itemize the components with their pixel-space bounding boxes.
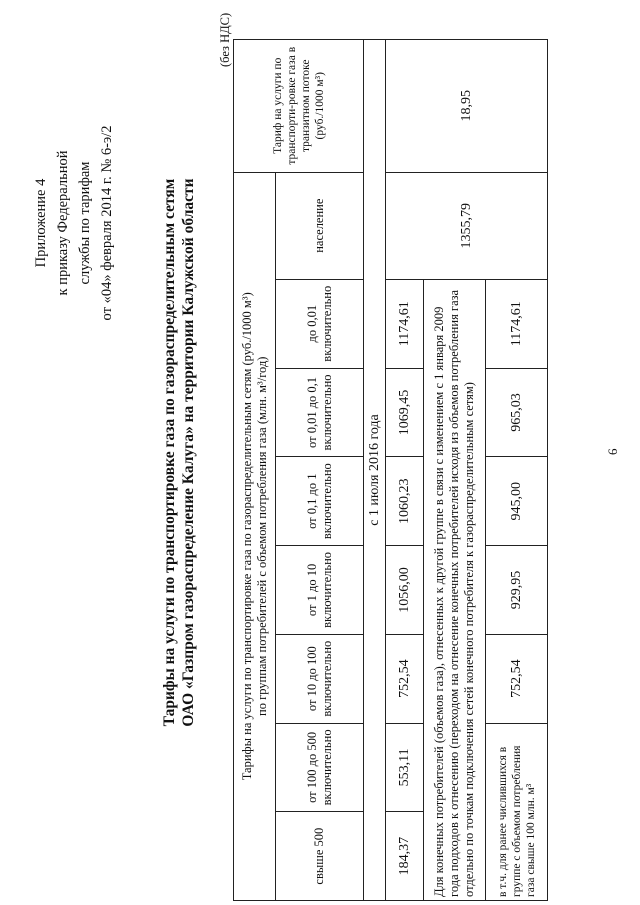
sub-label-cell: в т.ч. для ранее числившихся в группе с объемом потребления газа свыше 100 млн. м³ [486, 723, 548, 900]
column-header: население [276, 172, 364, 279]
note-cell: Для конечных потребителей (объемов газа), отнесенных к другой группе в связи с изменением с 1 января 2009 года подходов к отнесению (переходом на отнесение конечных потребителей исходя из объемов потребления газа отдельно по точкам подключения сетей конечного потребителя к газораспределительным сетям) [424, 279, 486, 900]
table-cell: 1069,45 [386, 368, 424, 457]
annex-line: службы по тарифам [77, 161, 93, 285]
annex-block [30, 88, 118, 358]
annex-line: Приложение 4 [33, 178, 49, 268]
table-cell: 1056,00 [386, 546, 424, 635]
table-cell: 184,37 [386, 812, 424, 901]
transit-value: 18,95 [386, 40, 548, 173]
document-title [160, 0, 198, 905]
column-header: от 10 до 100 включительно [276, 634, 364, 723]
column-header: от 0,01 до 0,1 включительно [276, 368, 364, 457]
tariff-table [233, 39, 548, 901]
table-cell: 929,95 [486, 546, 548, 635]
title-line: ОАО «Газпром газораспределение Калуга» на территории Калужской области [180, 178, 197, 727]
table-cell: 1060,23 [386, 457, 424, 546]
title-line: Тарифы на услуги по транспортировке газа по газораспределительным сетям [161, 178, 178, 727]
transit-header: Тариф на услуги по транспорти-ровке газа в транзитном потоке (руб./1000 м³) [234, 40, 364, 173]
table-cell: 1174,61 [386, 279, 424, 368]
column-header: от 1 до 10 включительно [276, 546, 364, 635]
vat-note: (без НДС) [218, 12, 232, 67]
annex-line: от «04» февраля 2014 г. № 6-э/2 [99, 125, 115, 321]
group-header-text: Тарифы на услуги по транспортировке газа по газораспределительным сетям (руб./1000 м³) [239, 292, 254, 781]
table-cell: 1174,61 [486, 279, 548, 368]
column-header: от 100 до 500 включительно [276, 723, 364, 812]
table-cell: 553,11 [386, 723, 424, 812]
column-header: до 0,01 включительно [276, 279, 364, 368]
page-number: 6 [605, 448, 620, 455]
period-row: с 1 июля 2016 года [364, 40, 386, 901]
table-cell: 752,54 [386, 634, 424, 723]
annex-line: к приказу Федеральной [55, 150, 71, 296]
table-cell: 752,54 [486, 634, 548, 723]
population-value: 1355,79 [386, 172, 548, 279]
column-header: от 0,1 до 1 включительно [276, 457, 364, 546]
group-subheader-text: по группам потребителей с объемом потребления газа (млн. м³/год) [254, 356, 269, 716]
group-header [234, 172, 276, 900]
table-cell: 945,00 [486, 457, 548, 546]
table-cell: 965,03 [486, 368, 548, 457]
column-header: свыше 500 [276, 812, 364, 901]
